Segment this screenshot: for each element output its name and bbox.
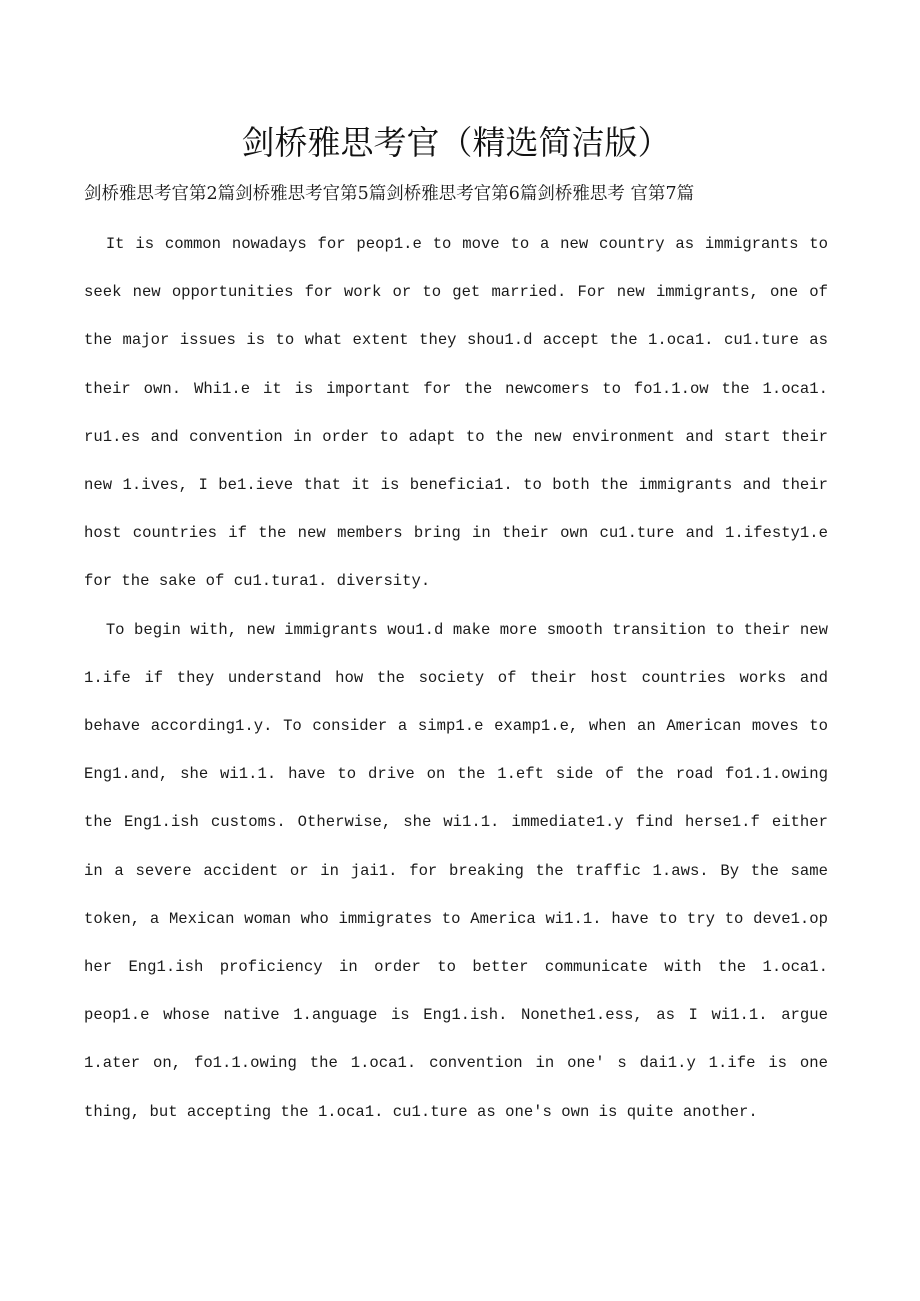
body-paragraph-2: To begin with, new immigrants wou1.d make more smooth transition to their new 1.ife if they understand how the society of their host countries works and behave according1.y. To consider a simp1.e examp1.e, when an American moves to Eng1.and, she wi1.1. have to drive on the 1.eft side of the road fo1.1.owing the Eng1.ish customs. Otherwise, she wi1.1. immediate1.y find herse1.f either in a severe accident or in jai1. for breaking the traffic 1.aws. By the same token, a Mexican woman who immigrates to America wi1.1. have to try to deve1.op her Eng1.ish proficiency in order to better communicate with the 1.oca1. peop1.e whose native 1.anguage is Eng1.ish. Nonethe1.ess, as I wi1.1. argue 1.ater on, fo1.1.owing the 1.oca1. convention in one' s dai1.y 1.ife is one thing, but accepting the 1.oca1. cu1.ture as one's own is quite another. xyxy=(84,620,828,1121)
page-title: 剑桥雅思考官（精选简洁版） xyxy=(241,123,671,162)
body-paragraph-1: It is common nowadays for peop1.e to move to a new country as immigrants to seek new opportunities for work or to get married. For new immigrants, one of the major issues is to what extent they shou1.d accept the 1.oca1. cu1.ture as their own. Whi1.e it is important for the newcomers to fo1.1.ow the 1.oca1. ru1.es and convention in order to adapt to the new environment and start their new 1.ives, I be1.ieve that it is beneficia1. to both the immigrants and their host countries if the new members bring in their own cu1.ture and 1.ifesty1.e for the sake of cu1.tura1. diversity. xyxy=(84,235,828,591)
subtitle: 剑桥雅思考官第2篇剑桥雅思考官第5篇剑桥雅思考官第6篇剑桥雅思考 官第7篇 xyxy=(84,184,695,204)
document-page xyxy=(84,0,828,1136)
